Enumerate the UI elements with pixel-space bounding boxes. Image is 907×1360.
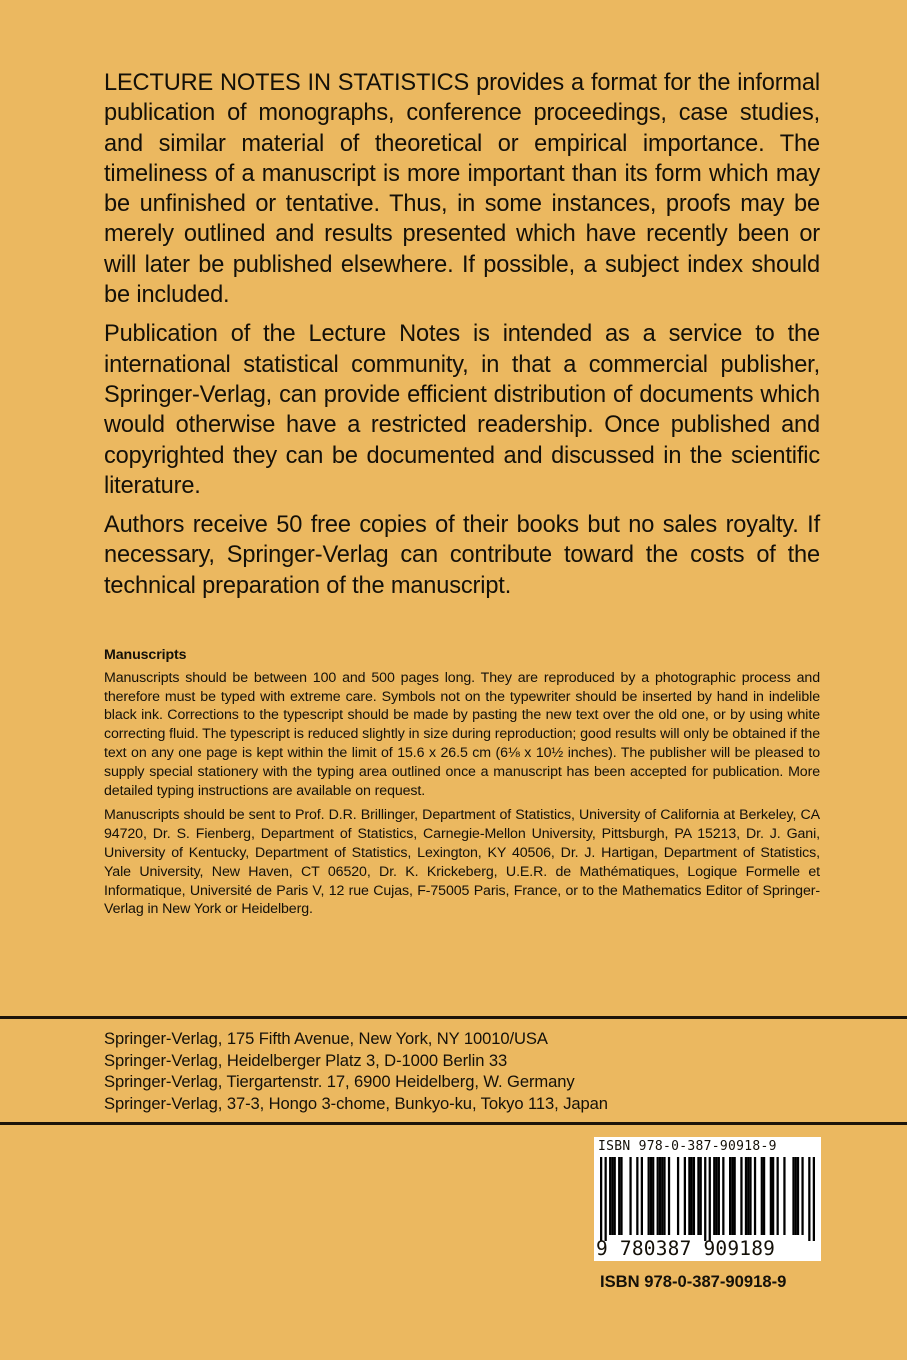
address-new-york: Springer-Verlag, 175 Fifth Avenue, New York, NY 10010/USA xyxy=(104,1029,548,1048)
barcode-bar-33 xyxy=(734,1157,736,1235)
barcode-bar-18 xyxy=(677,1157,679,1235)
barcode-bar-29 xyxy=(718,1157,720,1235)
barcode-bar-31 xyxy=(729,1157,731,1235)
barcode-ean-digits: 9 780387 909189 xyxy=(596,1237,776,1260)
manuscripts-paragraph-1: Manuscripts should be between 100 and 500 pages long. They are reproduced by a photographic process and therefore must be typed with extreme care. Symbols not on the typewriter should be inserted by hand in indelible black ink. Corrections to the typescript should be made by pasting the new text over the old one, or by using white correcting fluid. The typescript is reduced slightly in size during reproduction; good results will only be obtained if the text on any one page is kept within the limit of 15.6 x 26.5 cm (6⅛ x 10½ inches). The publisher will be pleased to supply special stationery with the typing area outlined once a manuscript has been accepted for publication. More detailed typing instructions are available on request. xyxy=(104,669,820,799)
barcode-bar-26 xyxy=(709,1157,711,1241)
barcode-bar-20 xyxy=(688,1157,690,1235)
barcode-bar-17 xyxy=(668,1157,670,1235)
publisher-addresses xyxy=(104,1028,608,1114)
barcode-bar-2 xyxy=(609,1157,611,1235)
barcode-bar-10 xyxy=(648,1157,650,1235)
divider-bottom xyxy=(0,1122,907,1125)
barcode-bar-21 xyxy=(691,1157,693,1235)
barcode-bar-34 xyxy=(740,1157,742,1235)
barcode-bar-43 xyxy=(777,1157,779,1235)
barcode-bar-13 xyxy=(657,1157,659,1235)
barcode-bar-4 xyxy=(614,1157,616,1235)
address-berlin: Springer-Verlag, Heidelberger Platz 3, D-1000 Berlin 33 xyxy=(104,1050,508,1070)
barcode-bar-0 xyxy=(600,1157,602,1241)
barcode-bar-47 xyxy=(797,1157,799,1235)
barcode xyxy=(594,1137,821,1261)
barcode-bar-9 xyxy=(641,1157,643,1235)
barcode-bar-12 xyxy=(652,1157,654,1235)
barcode-bar-7 xyxy=(629,1157,631,1235)
barcode-bar-36 xyxy=(747,1157,749,1235)
barcode-bar-48 xyxy=(801,1157,803,1235)
series-paragraph-2: Publication of the Lecture Notes is intended as a service to the international statistical community, in that a commercial publisher, Springer-Verlag, can provide efficient distribution of documents which would otherwise have a restricted readership. Once published and copyrighted they can be documented and discussed in the scientific literature. xyxy=(104,321,820,499)
series-paragraph-1: LECTURE NOTES IN STATISTICS provides a format for the informal publication of monographs, conference proceedings, case studies, and similar material of theoretical or empirical importance. The timeliness of a manuscript is more important than its form which may be unfinished or tentative. Thus, in some instances, proofs may be merely outlined and results presented which have recently been or will later be published elsewhere. If possible, a subject index should be included. xyxy=(104,70,820,309)
barcode-bar-8 xyxy=(636,1157,638,1235)
barcode-bars xyxy=(600,1157,815,1241)
divider-top xyxy=(0,1016,907,1019)
address-heidelberg: Springer-Verlag, Tiergartenstr. 17, 6900 Heidelberg, W. Germany xyxy=(104,1072,575,1092)
isbn-text: ISBN 978-0-387-90918-9 xyxy=(600,1272,787,1291)
barcode-bar-5 xyxy=(618,1157,620,1235)
barcode-bar-38 xyxy=(754,1157,756,1235)
barcode-bar-11 xyxy=(650,1157,652,1235)
barcode-isbn-label: ISBN 978-0-387-90918-9 xyxy=(598,1139,777,1154)
barcode-bar-19 xyxy=(684,1157,686,1235)
barcode-bar-40 xyxy=(763,1157,765,1235)
barcode-bar-41 xyxy=(770,1157,772,1235)
series-paragraph-3: Authors receive 50 free copies of their books but no sales royalty. If necessary, Springer-Verlag can contribute toward the costs of the technical preparation of the manuscript. xyxy=(104,512,820,599)
barcode-bar-15 xyxy=(661,1157,663,1235)
barcode-bar-28 xyxy=(715,1157,717,1235)
barcode-bar-39 xyxy=(761,1157,763,1235)
series-description xyxy=(104,68,820,610)
barcode-bar-16 xyxy=(663,1157,665,1235)
barcode-bar-32 xyxy=(731,1157,733,1235)
barcode-bar-24 xyxy=(700,1157,702,1235)
manuscripts-heading: Manuscripts xyxy=(104,647,187,663)
manuscripts-paragraph-2: Manuscripts should be sent to Prof. D.R. Brillinger, Department of Statistics, University of California at Berkeley, CA 94720, Dr. S. Fienberg, Department of Statistics, Carnegie-Mellon University, Pittsburgh, PA 15213, Dr. J. Gani, University of Kentucky, Department of Statistics, Lexington, KY 40506, Dr. J. Hartigan, Department of Statistics, Yale University, New Haven, CT 06520, Dr. K. Krickeberg, U.E.R. de Mathématiques, Logique Formelle et Informatique, Université de Paris V, 12 rue Cujas, F-75005 Paris, France, or to the Mathematics Editor of Springer-Verlag in New York or Heidelberg. xyxy=(104,807,820,918)
barcode-bar-1 xyxy=(605,1157,607,1241)
barcode-bar-49 xyxy=(808,1157,810,1241)
barcode-bar-42 xyxy=(772,1157,774,1235)
barcode-bar-3 xyxy=(611,1157,613,1235)
barcode-bar-50 xyxy=(813,1157,815,1241)
barcode-bar-44 xyxy=(783,1157,785,1235)
barcode-bar-23 xyxy=(697,1157,699,1235)
barcode-bar-35 xyxy=(745,1157,747,1235)
barcode-bar-27 xyxy=(713,1157,715,1235)
barcode-bar-45 xyxy=(792,1157,794,1235)
barcode-bar-22 xyxy=(693,1157,695,1235)
address-tokyo: Springer-Verlag, 37-3, Hongo 3-chome, Bunkyo-ku, Tokyo 113, Japan xyxy=(104,1093,608,1113)
barcode-bar-46 xyxy=(795,1157,797,1235)
barcode-bar-6 xyxy=(620,1157,622,1235)
manuscripts-section xyxy=(104,646,820,925)
barcode-bar-25 xyxy=(704,1157,706,1241)
barcode-bar-37 xyxy=(749,1157,751,1235)
barcode-bar-30 xyxy=(722,1157,724,1235)
barcode-bar-14 xyxy=(659,1157,661,1235)
